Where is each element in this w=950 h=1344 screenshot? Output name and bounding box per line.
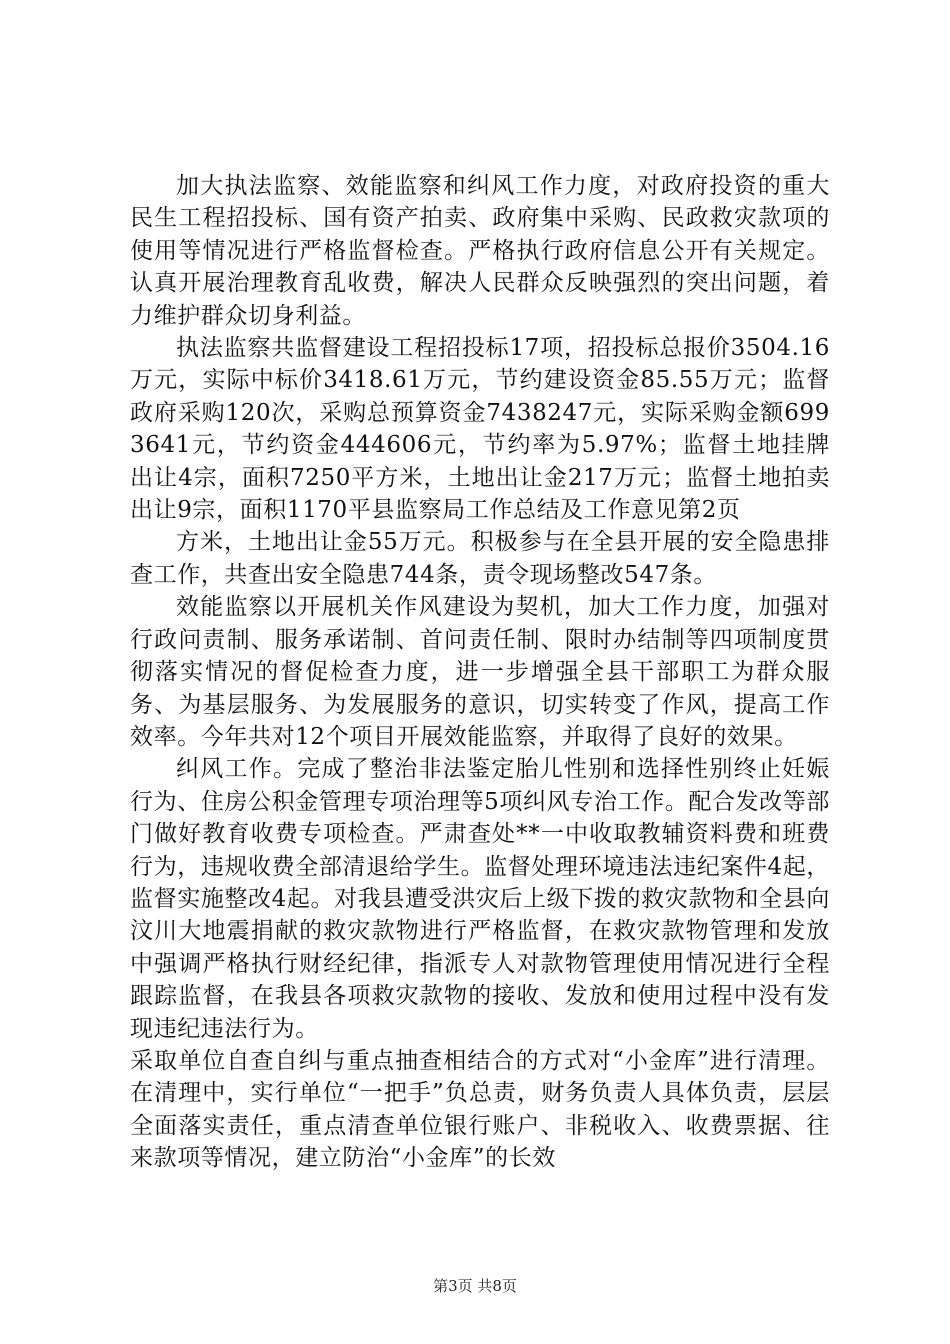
paragraph-intro: 加大执法监察、效能监察和纠风工作力度，对政府投资的重大民生工程招投标、国有资产拍卖、政府集中采购、民政救灾款项的使用等情况进行严格监督检查。严格执行政府信息公开有关规定。认真开展治理教育乱收费，解决人民群众反映强烈的突出问题，着力维护群众切身利益。 xyxy=(130,173,830,329)
document-body xyxy=(130,170,830,1175)
paragraph-continuation: 方米，土地出让金55万元。积极参与在全县开展的安全隐患排查工作，共查出安全隐患744条，责令现场整改547条。 xyxy=(130,529,830,588)
paragraph-law-enforcement: 执法监察共监督建设工程招投标17项，招投标总报价3504.16万元，实际中标价3418.61万元，节约建设资金85.55万元；监督政府采购120次，采购总预算资金7438247元，实际采购金额6993641元，节约资金444606元，节约率为5.97%；监督土地挂牌出让4宗，面积7250平方米，土地出让金217万元；监督土地拍卖出让9宗，面积1170平县监察局工作总结及工作意见第2页 xyxy=(130,335,830,524)
page-number-footer: 第3页 共8页 xyxy=(433,1277,517,1295)
paragraph-slush-fund: 采取单位自查自纠与重点抽查相结合的方式对“小金库”进行清理。在清理中，实行单位“一把手”负总责，财务负责人具体负责，层层全面落实责任，重点清查单位银行账户、非税收入、收费票据、往来款项等情况，建立防治“小金库”的长效 xyxy=(130,1047,830,1172)
paragraph-rectification: 纠风工作。完成了整治非法鉴定胎儿性别和选择性别终止妊娠行为、住房公积金管理专项治理等5项纠风专治工作。配合发改等部门做好教育收费专项检查。严肃查处**一中收取教辅资料费和班费行为，违规收费全部清退给学生。监督处理环境违法违纪案件4起，监督实施整改4起。对我县遭受洪灾后上级下拨的救灾款物和全县向汶川大地震捐献的救灾款物进行严格监督，在救灾款物管理和发放中强调严格执行财经纪律，指派专人对款物管理使用情况进行全程跟踪监督，在我县各项救灾款物的接收、发放和使用过程中没有发现违纪违法行为。 xyxy=(130,756,830,1042)
paragraph-efficiency: 效能监察以开展机关作风建设为契机，加大工作力度，加强对行政问责制、服务承诺制、首问责任制、限时办结制等四项制度贯彻落实情况的督促检查力度，进一步增强全县干部职工为群众服务、为基层服务、为发展服务的意识，切实转变了作风，提高工作效率。今年共对12个项目开展效能监察，并取得了良好的效果。 xyxy=(130,594,830,750)
